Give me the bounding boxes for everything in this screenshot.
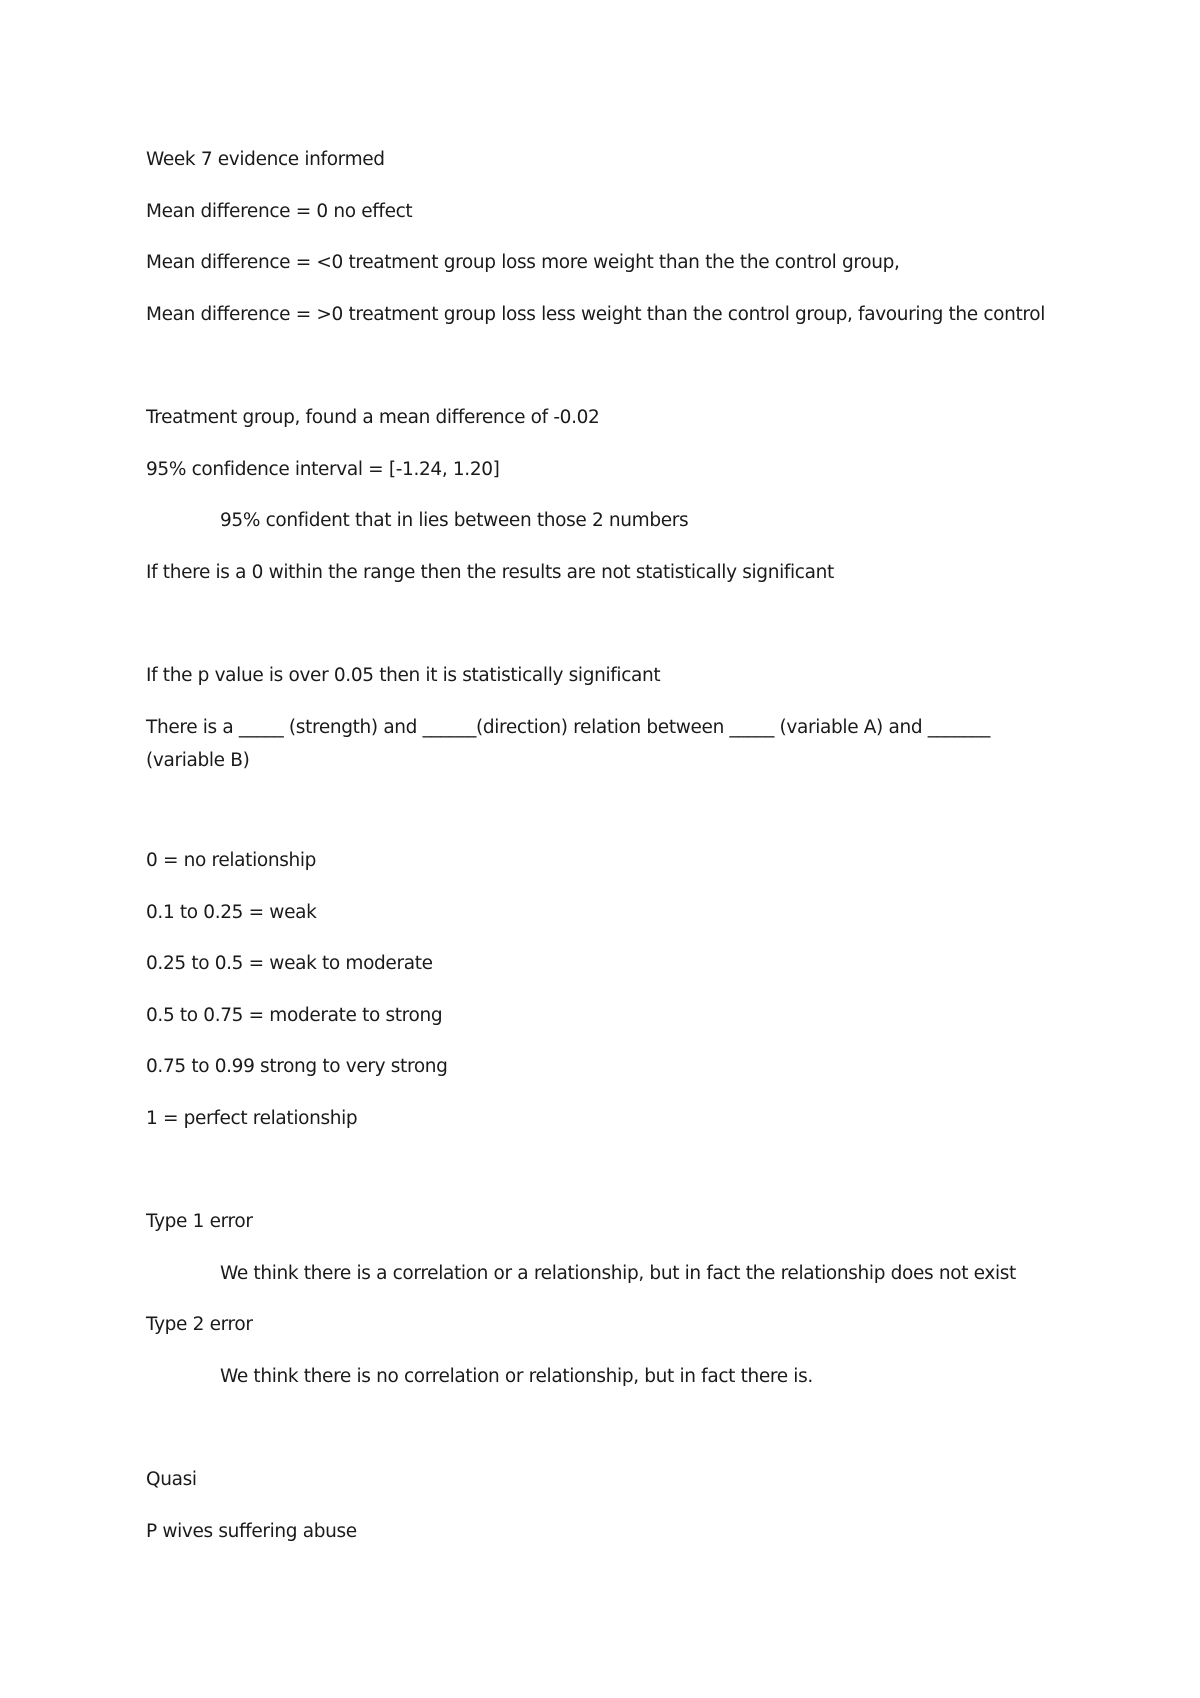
- text-no-relationship: 0 = no relationship: [146, 850, 317, 871]
- text-type-2-error-description: We think there is no correlation or relationship, but in fact there is.: [220, 1366, 813, 1387]
- text-moderate-to-strong: 0.5 to 0.75 = moderate to strong: [146, 1005, 443, 1026]
- text-confidence-note: 95% confident that in lies between those 2 numbers: [220, 510, 689, 531]
- text-confidence-interval: 95% confidence interval = [-1.24, 1.20]: [146, 459, 500, 480]
- text-mean-difference-zero: Mean difference = 0 no effect: [146, 201, 413, 222]
- text-mean-difference-negative: Mean difference = <0 treatment group loss more weight than the the control group,: [146, 252, 900, 273]
- heading-quasi: Quasi: [146, 1469, 197, 1490]
- heading-type-2-error: Type 2 error: [146, 1314, 253, 1335]
- text-mean-difference-positive: Mean difference = >0 treatment group loss less weight than the control group, favouring the control: [146, 304, 1046, 325]
- text-zero-in-range: If there is a 0 within the range then the results are not statistically significant: [146, 562, 834, 583]
- text-weak-to-moderate: 0.25 to 0.5 = weak to moderate: [146, 953, 433, 974]
- text-p-value: If the p value is over 0.05 then it is statistically significant: [146, 665, 661, 686]
- heading-type-1-error: Type 1 error: [146, 1211, 253, 1232]
- text-perfect-relationship: 1 = perfect relationship: [146, 1108, 358, 1129]
- text-relation-template: There is a _____ (strength) and ______(direction) relation between _____ (variable A) and _______ (variable B): [146, 717, 991, 771]
- text-treatment-group: Treatment group, found a mean difference of -0.02: [146, 407, 600, 428]
- text-weak: 0.1 to 0.25 = weak: [146, 902, 317, 923]
- heading-week-7: Week 7 evidence informed: [146, 149, 385, 170]
- text-type-1-error-description: We think there is a correlation or a relationship, but in fact the relationship does not exist: [220, 1263, 1016, 1284]
- text-strong-to-very-strong: 0.75 to 0.99 strong to very strong: [146, 1056, 448, 1077]
- text-p-wives: P wives suffering abuse: [146, 1521, 357, 1542]
